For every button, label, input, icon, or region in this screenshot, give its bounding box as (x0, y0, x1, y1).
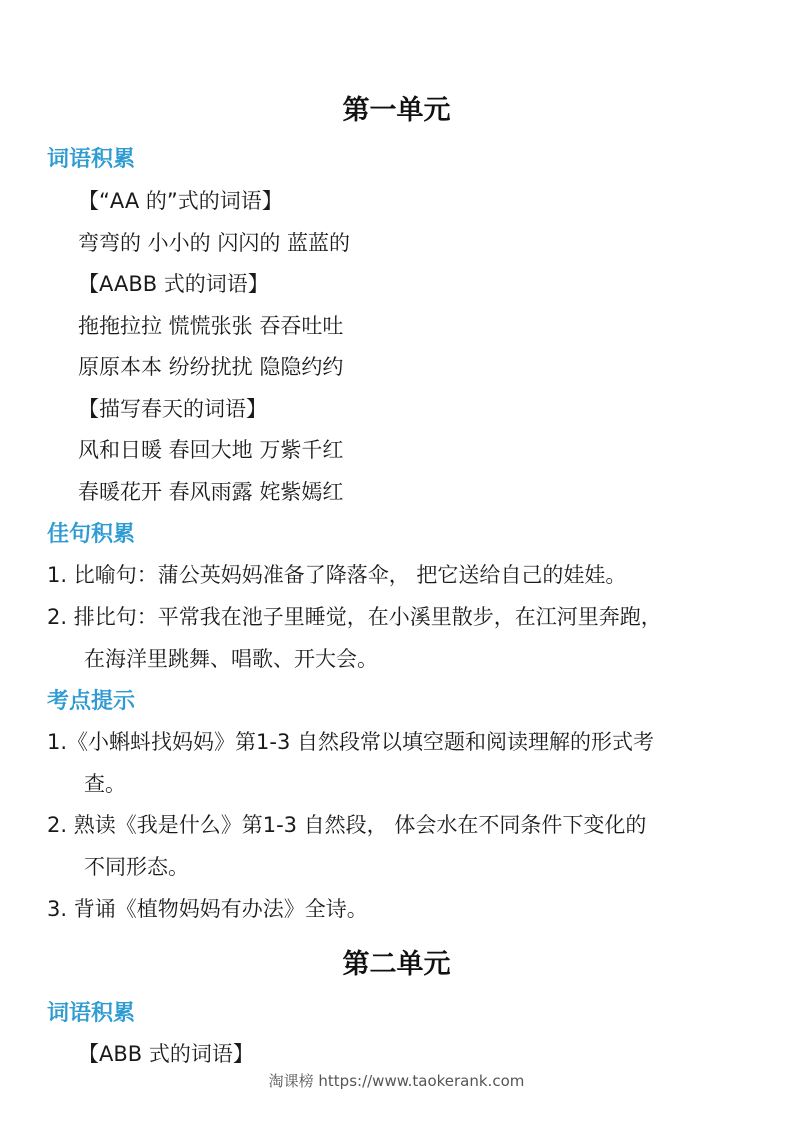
vocab-heading: 词语积累 (47, 1001, 136, 1026)
vocab-line: 春暖花开 春风雨露 姹紫嫣红 (78, 480, 344, 504)
exam-tip-item: 3. 背诵《植物妈妈有办法》全诗。 (47, 897, 368, 921)
sentences-heading: 佳句积累 (47, 522, 136, 547)
vocab-line: 【“AA 的”式的词语】 (78, 189, 283, 213)
vocab-heading: 词语积累 (47, 147, 136, 172)
exam-tips-heading: 考点提示 (47, 689, 136, 714)
exam-tip-item-continued: 查。 (84, 772, 126, 796)
exam-tip-item: 1.《小蝌蚪找妈妈》第1-3 自然段常以填空题和阅读理解的形式考 (47, 730, 655, 754)
vocab-line: 【ABB 式的词语】 (78, 1042, 254, 1066)
vocab-line: 【AABB 式的词语】 (78, 272, 269, 296)
unit-1-title: 第一单元 (342, 95, 451, 126)
footer-watermark: 淘课榜 https://www.taokerank.com (268, 1072, 525, 1090)
vocab-line: 拖拖拉拉 慌慌张张 吞吞吐吐 (78, 314, 344, 338)
vocab-line: 【描写春天的词语】 (78, 397, 267, 421)
sentence-item: 2. 排比句：平常我在池子里睡觉，在小溪里散步，在江河里奔跑， (47, 605, 662, 629)
unit-2-title: 第二单元 (342, 949, 451, 980)
vocab-line: 原原本本 纷纷扰扰 隐隐约约 (78, 355, 344, 379)
sentence-item: 1. 比喻句：蒲公英妈妈准备了降落伞， 把它送给自己的娃娃。 (47, 563, 627, 587)
exam-tip-item: 2. 熟读《我是什么》第1-3 自然段， 体会水在不同条件下变化的 (47, 813, 647, 837)
sentence-item-continued: 在海洋里跳舞、唱歌、开大会。 (84, 647, 378, 671)
vocab-line: 弯弯的 小小的 闪闪的 蓝蓝的 (78, 231, 351, 255)
vocab-line: 风和日暖 春回大地 万紫千红 (78, 438, 344, 462)
exam-tip-item-continued: 不同形态。 (84, 855, 189, 879)
